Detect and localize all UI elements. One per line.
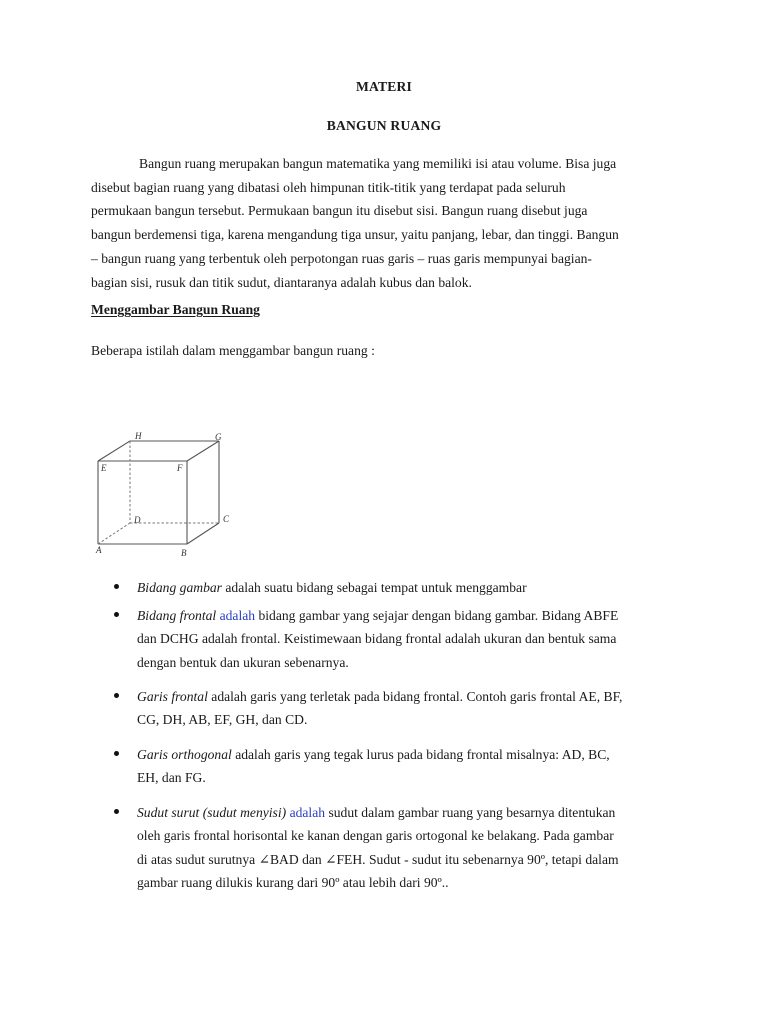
definition-line: dan DCHG adalah frontal. Keistimewaan bidang frontal adalah ukuran dan bentuk sama	[137, 631, 617, 647]
section-heading: Menggambar Bangun Ruang	[91, 302, 260, 317]
definition-text: adalah garis yang tegak lurus pada bidang frontal misalnya: AD, BC,	[231, 747, 610, 762]
definition-line: oleh garis frontal horisontal ke kanan dengan garis ortogonal ke belakang. Pada gambar	[137, 828, 614, 844]
link-text[interactable]: adalah	[289, 805, 326, 820]
vertex-label-h: H	[135, 431, 142, 441]
term: Garis frontal	[137, 689, 208, 704]
vertex-label-e: E	[101, 463, 107, 473]
bullet-dot	[114, 693, 119, 698]
list-item	[91, 801, 691, 894]
definition-text: sudut dalam gambar ruang yang besarnya ditentukan	[325, 805, 616, 820]
bullet-dot	[114, 612, 119, 617]
definition-line: dengan bentuk dan ukuran sebenarnya.	[137, 654, 349, 670]
term: Garis orthogonal	[137, 747, 232, 762]
definition-line: gambar ruang dilukis kurang dari 90º atau lebih dari 90º..	[137, 874, 449, 890]
list-item	[91, 685, 691, 732]
link-text[interactable]: adalah	[219, 608, 256, 623]
section-intro: Beberapa istilah dalam menggambar bangun ruang :	[91, 343, 375, 358]
definition-text: bidang gambar yang sejajar dengan bidang gambar. Bidang ABFE	[255, 608, 619, 623]
paragraph-line: bangun berdemensi tiga, karena mengandung tiga unsur, yaitu panjang, lebar, dan tinggi. Bangun	[91, 227, 619, 243]
term: Bidang frontal	[137, 608, 217, 623]
vertex-label-d: D	[134, 515, 141, 525]
bullet-dot	[114, 809, 119, 814]
document-subtitle: BANGUN RUANG	[326, 118, 442, 133]
definition-line: EH, dan FG.	[137, 770, 206, 786]
edge-fg	[187, 441, 219, 461]
definition-text: adalah garis yang terletak pada bidang frontal. Contoh garis frontal AE, BF,	[207, 689, 623, 704]
vertex-label-g: G	[215, 432, 222, 442]
vertex-label-f: F	[177, 463, 183, 473]
term: Bidang gambar	[137, 580, 222, 595]
vertex-label-a: A	[96, 545, 102, 555]
edge-bc	[187, 523, 219, 544]
paragraph-line: – bangun ruang yang terbentuk oleh perpotongan ruas garis – ruas garis mempunyai bagian-	[91, 250, 592, 266]
edge-ad	[98, 523, 130, 544]
bullet-dot	[114, 751, 119, 756]
list-item	[91, 604, 691, 674]
definition-text: adalah suatu bidang sebagai tempat untuk menggambar	[221, 580, 527, 595]
bullet-dot	[114, 584, 119, 589]
intro-paragraph	[91, 152, 691, 294]
definition-line: CG, DH, AB, EF, GH, dan CD.	[137, 712, 308, 728]
vertex-label-b: B	[181, 548, 187, 558]
term: Sudut surut (sudut menyisi)	[137, 805, 287, 820]
list-item	[91, 743, 691, 790]
paragraph-line: Bangun ruang merupakan bangun matematika yang memiliki isi atau volume. Bisa juga	[139, 156, 617, 171]
definition-line: di atas sudut surutnya ∠BAD dan ∠FEH. Sudut - sudut itu sebenarnya 90º, tetapi dalam	[137, 851, 619, 867]
cube-figure	[92, 429, 237, 559]
paragraph-line: permukaan bangun tersebut. Permukaan bangun itu disebut sisi. Bangun ruang disebut juga	[91, 203, 588, 219]
document-title: MATERI	[355, 79, 413, 94]
paragraph-line: disebut bagian ruang yang dibatasi oleh himpunan titik-titik yang terdapat pada seluruh	[91, 179, 566, 195]
paragraph-line: bagian sisi, rusuk dan titik sudut, diantaranya adalah kubus dan balok.	[91, 274, 472, 290]
edge-eh	[98, 441, 130, 461]
list-item	[91, 576, 691, 599]
vertex-label-c: C	[223, 514, 230, 524]
